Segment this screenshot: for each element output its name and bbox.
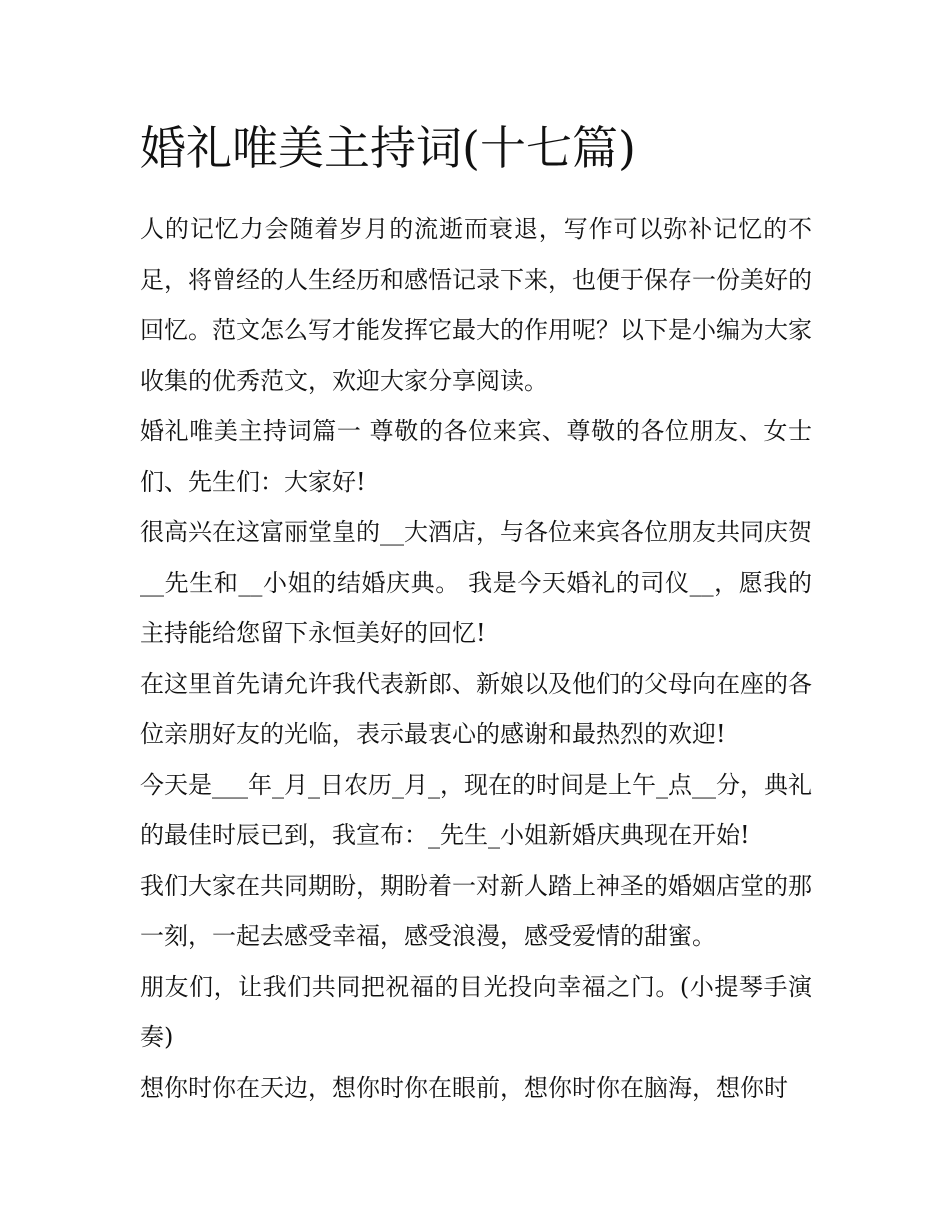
document-page	[140, 112, 812, 1113]
document-title: 婚礼唯美主持词(十七篇)	[140, 121, 636, 175]
paragraph-greeting: 婚礼唯美主持词篇一 尊敬的各位来宾、尊敬的各位朋友、女士们、先生们：大家好!	[140, 417, 812, 496]
paragraph-intro: 人的记忆力会随着岁月的流逝而衰退，写作可以弥补记忆的不足，将曾经的人生经历和感悟记录下来，也便于保存一份美好的回忆。范文怎么写才能发挥它最大的作用呢？以下是小编为大家收集的优秀范文，欢迎大家分享阅读。	[140, 215, 812, 395]
paragraph-door: 朋友们，让我们共同把祝福的目光投向幸福之门。(小提琴手演奏)	[140, 972, 812, 1051]
paragraph-welcome: 很高兴在这富丽堂皇的__大酒店，与各位来宾各位朋友共同庆贺__先生和__小姐的结婚庆典。 我是今天婚礼的司仪__，愿我的主持能给您留下永恒美好的回忆!	[140, 518, 812, 647]
paragraph-announcement: 今天是___年_月_日农历_月_，现在的时间是上午_点__分，典礼的最佳时辰已到，我宣布：_先生_小姐新婚庆典现在开始!	[140, 770, 812, 849]
paragraph-thanks: 在这里首先请允许我代表新郎、新娘以及他们的父母向在座的各位亲朋好友的光临，表示最衷心的感谢和最热烈的欢迎!	[140, 669, 812, 748]
paragraph-anticipation: 我们大家在共同期盼，期盼着一对新人踏上神圣的婚姻店堂的那一刻，一起去感受幸福，感受浪漫，感受爱情的甜蜜。	[140, 871, 812, 950]
paragraph-poem: 想你时你在天边，想你时你在眼前，想你时你在脑海，想你时	[140, 1073, 788, 1102]
